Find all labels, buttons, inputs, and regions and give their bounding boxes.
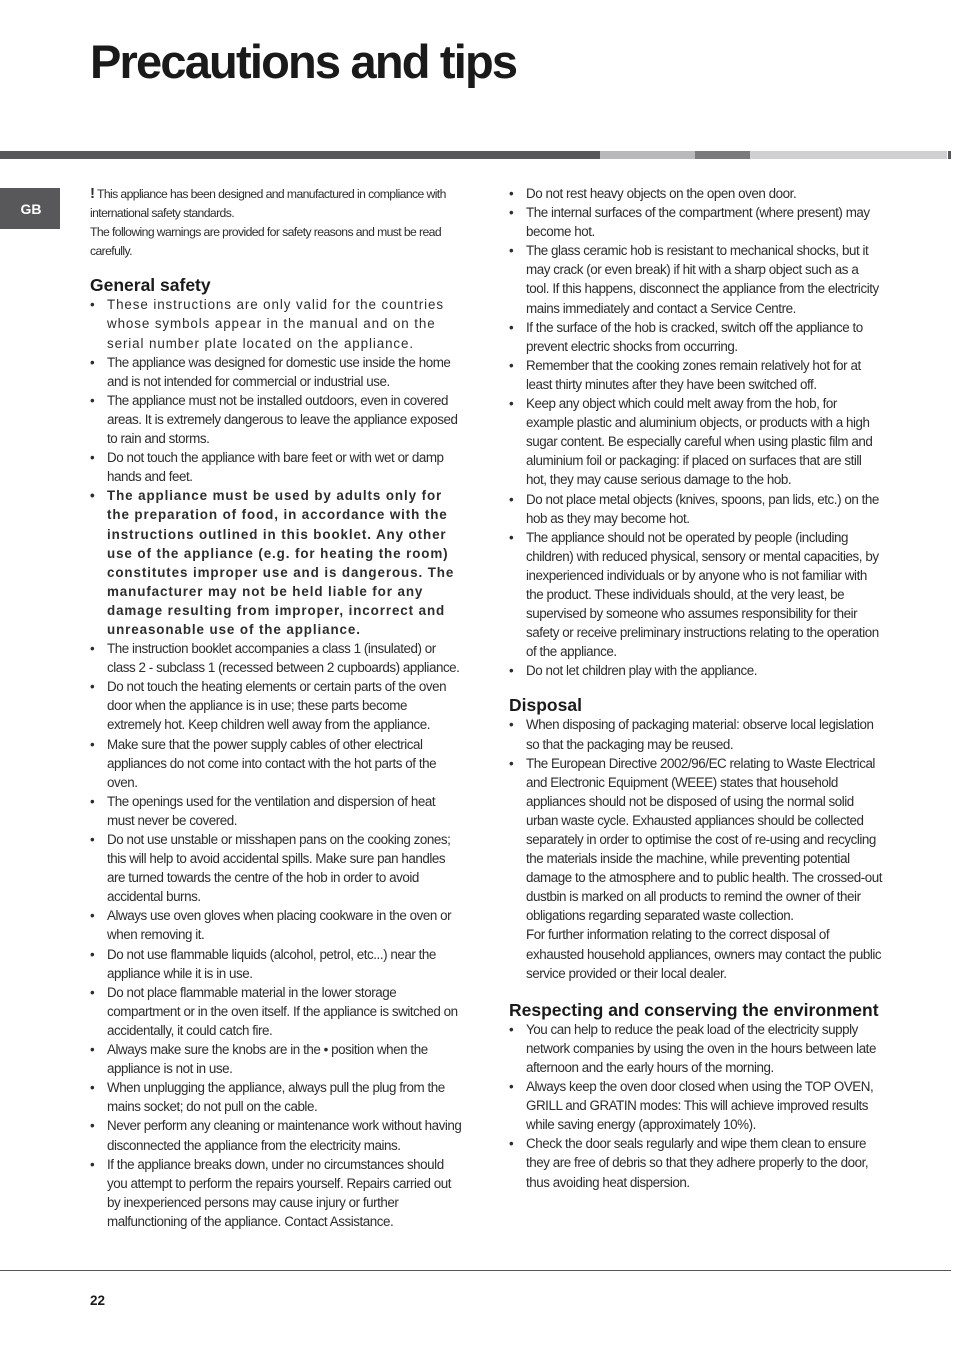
section-heading-general-safety: General safety: [90, 275, 211, 296]
list-item: • Do not place flammable material in the lower storage compartment or in the oven itself. If the appliance is switched on accidentally, it could catch fire.: [90, 984, 458, 1038]
right-column: [509, 184, 883, 1192]
list-item: • If the appliance breaks down, under no circumstances should you attempt to perform the repairs yourself. Repairs carried out by inexperienced persons may cause injury or further malfunctioning of the appliance. Contact Assistance.: [90, 1156, 452, 1229]
list-item: • Do not let children play with the appliance.: [509, 663, 758, 679]
general-safety-list-continued: [509, 184, 883, 680]
page-title: Precautions and tips: [90, 35, 517, 88]
general-safety-list: [90, 295, 464, 1231]
footer-rule: [0, 1270, 951, 1271]
list-item: • The glass ceramic hob is resistant to mechanical shocks, but it may crack (or even break) if hit with a sharp object such as a tool. If this happens, disconnect the appliance from the electricity mains immediately and contact a Service Centre.: [509, 243, 879, 316]
divider-segment: [948, 151, 951, 159]
divider-segment: [750, 151, 947, 159]
list-item: • Do not place metal objects (knives, spoons, pan lids, etc.) on the hob as they may become hot.: [509, 491, 879, 526]
language-tab: GB: [0, 188, 60, 229]
divider-segment: [0, 151, 600, 159]
list-item: • Do not use flammable liquids (alcohol, petrol, etc...) near the appliance while it is in use.: [90, 946, 436, 981]
list-item: • The appliance must be used by adults only for the preparation of food, in accordance with the instructions outlined in this booklet. Any other use of the appliance (e.g. for heating the room) constitutes improper use and is dangerous. The manufacturer may not be held liable for any damage resulting from improper, incorrect and unreasonable use of the appliance.: [90, 488, 455, 637]
divider-segment: [695, 151, 750, 159]
list-item: • The openings used for the ventilation and dispersion of heat must never be covered.: [90, 793, 436, 828]
intro-line: The following warnings are provided for safety reasons and must be read carefully.: [90, 225, 442, 259]
list-item: • The instruction booklet accompanies a class 1 (insulated) or class 2 - subclass 1 (recessed between 2 cupboards) appliance.: [90, 641, 460, 676]
intro-notice: [90, 184, 464, 261]
list-item: • You can help to reduce the peak load of the electricity supply network companies by using the oven in the hours between late afternoon and the early hours of the morning.: [509, 1021, 876, 1075]
list-item: • Remember that the cooking zones remain relatively hot for at least thirty minutes after they have been switched off.: [509, 357, 861, 392]
list-item: • Always make sure the knobs are in the • position when the appliance is not in use.: [90, 1042, 428, 1077]
list-item: • Keep any object which could melt away from the hob, for example plastic and aluminium objects, or products with a high sugar content. Be especially careful when using plastic film and aluminium foil or packaging: if placed on surfaces that are still hot, they may cause serious damage to the hob.: [509, 396, 873, 488]
list-item: • Do not use unstable or misshapen pans on the cooking zones; this will help to avoid accidental spills. Make sure pan handles are turned towards the centre of the hob in order to avoid accidental burns.: [90, 832, 451, 905]
list-item: • Do not touch the appliance with bare feet or with wet or damp hands and feet.: [90, 450, 444, 485]
disposal-list: [509, 715, 883, 925]
list-item: • The appliance was designed for domestic use inside the home and is not intended for commercial or industrial use.: [90, 354, 451, 389]
list-item: • Always use oven gloves when placing cookware in the oven or when removing it.: [90, 908, 452, 943]
list-item: • When unplugging the appliance, always pull the plug from the mains socket; do not pull on the cable.: [90, 1080, 445, 1115]
disposal-note: For further information relating to the correct disposal of exhausted household appliances, owners may contact the public service provided or their local dealer.: [526, 927, 882, 981]
list-item: • Never perform any cleaning or maintenance work without having disconnected the appliance from the electricity mains.: [90, 1118, 462, 1153]
left-column: [90, 184, 464, 1231]
list-item: • These instructions are only valid for the countries whose symbols appear in the manual and on the serial number plate located on the appliance.: [90, 297, 444, 351]
list-item: • The appliance should not be operated by people (including children) with reduced physical, sensory or mental capacities, by inexperienced individuals or by anyone who is not familiar with the product. These individuals should, at the very least, be supervised by someone who assumes responsibility for their safety or receive preliminary instructions relating to the operation of the appliance.: [509, 529, 879, 660]
warning-mark: !: [90, 185, 95, 202]
list-item: • When disposing of packaging material: observe local legislation so that the packaging may be reused.: [509, 717, 874, 752]
list-item: • Always keep the oven door closed when using the TOP OVEN, GRILL and GRATIN modes: This will achieve improved results while saving energy (approximately 10%).: [509, 1079, 874, 1133]
list-item: • Do not rest heavy objects on the open oven door.: [509, 186, 797, 201]
list-item: • The appliance must not be installed outdoors, even in covered areas. It is extremely dangerous to leave the appliance exposed to rain and storms.: [90, 392, 458, 447]
environment-list: [509, 1020, 883, 1192]
divider-segment: [600, 151, 695, 159]
intro-line: ! This appliance has been designed and manufactured in compliance with international safety standards.: [90, 185, 446, 221]
list-item: • Make sure that the power supply cables of other electrical appliances do not come into contact with the hot parts of the oven.: [90, 736, 437, 790]
section-heading-disposal: Disposal: [509, 695, 582, 716]
section-heading-environment: Respecting and conserving the environment: [509, 999, 879, 1020]
list-item: • The internal surfaces of the compartment (where present) may become hot.: [509, 205, 870, 240]
page-number: 22: [90, 1293, 106, 1308]
list-item: • Do not touch the heating elements or certain parts of the oven door when the appliance is in use; these parts become extremely hot. Keep children well away from the appliance.: [90, 679, 447, 733]
list-item: • The European Directive 2002/96/EC relating to Waste Electrical and Electronic Equipment (WEEE) states that household appliances should not be disposed of using the normal solid urban waste cycle. Exhausted appliances should be collected separately in order to optimise the cost of re-using and recycling the materials inside the machine, while preventing potential damage to the atmosphere and to public health. The crossed-out dustbin is marked on all products to remind the owner of their obligations regarding separated waste collection.: [509, 755, 882, 924]
list-item: • If the surface of the hob is cracked, switch off the appliance to prevent electric shocks from occurring.: [509, 319, 863, 354]
list-item: • Check the door seals regularly and wipe them clean to ensure they are free of debris so that they adhere properly to the door, thus avoiding heat dispersion.: [509, 1136, 869, 1190]
